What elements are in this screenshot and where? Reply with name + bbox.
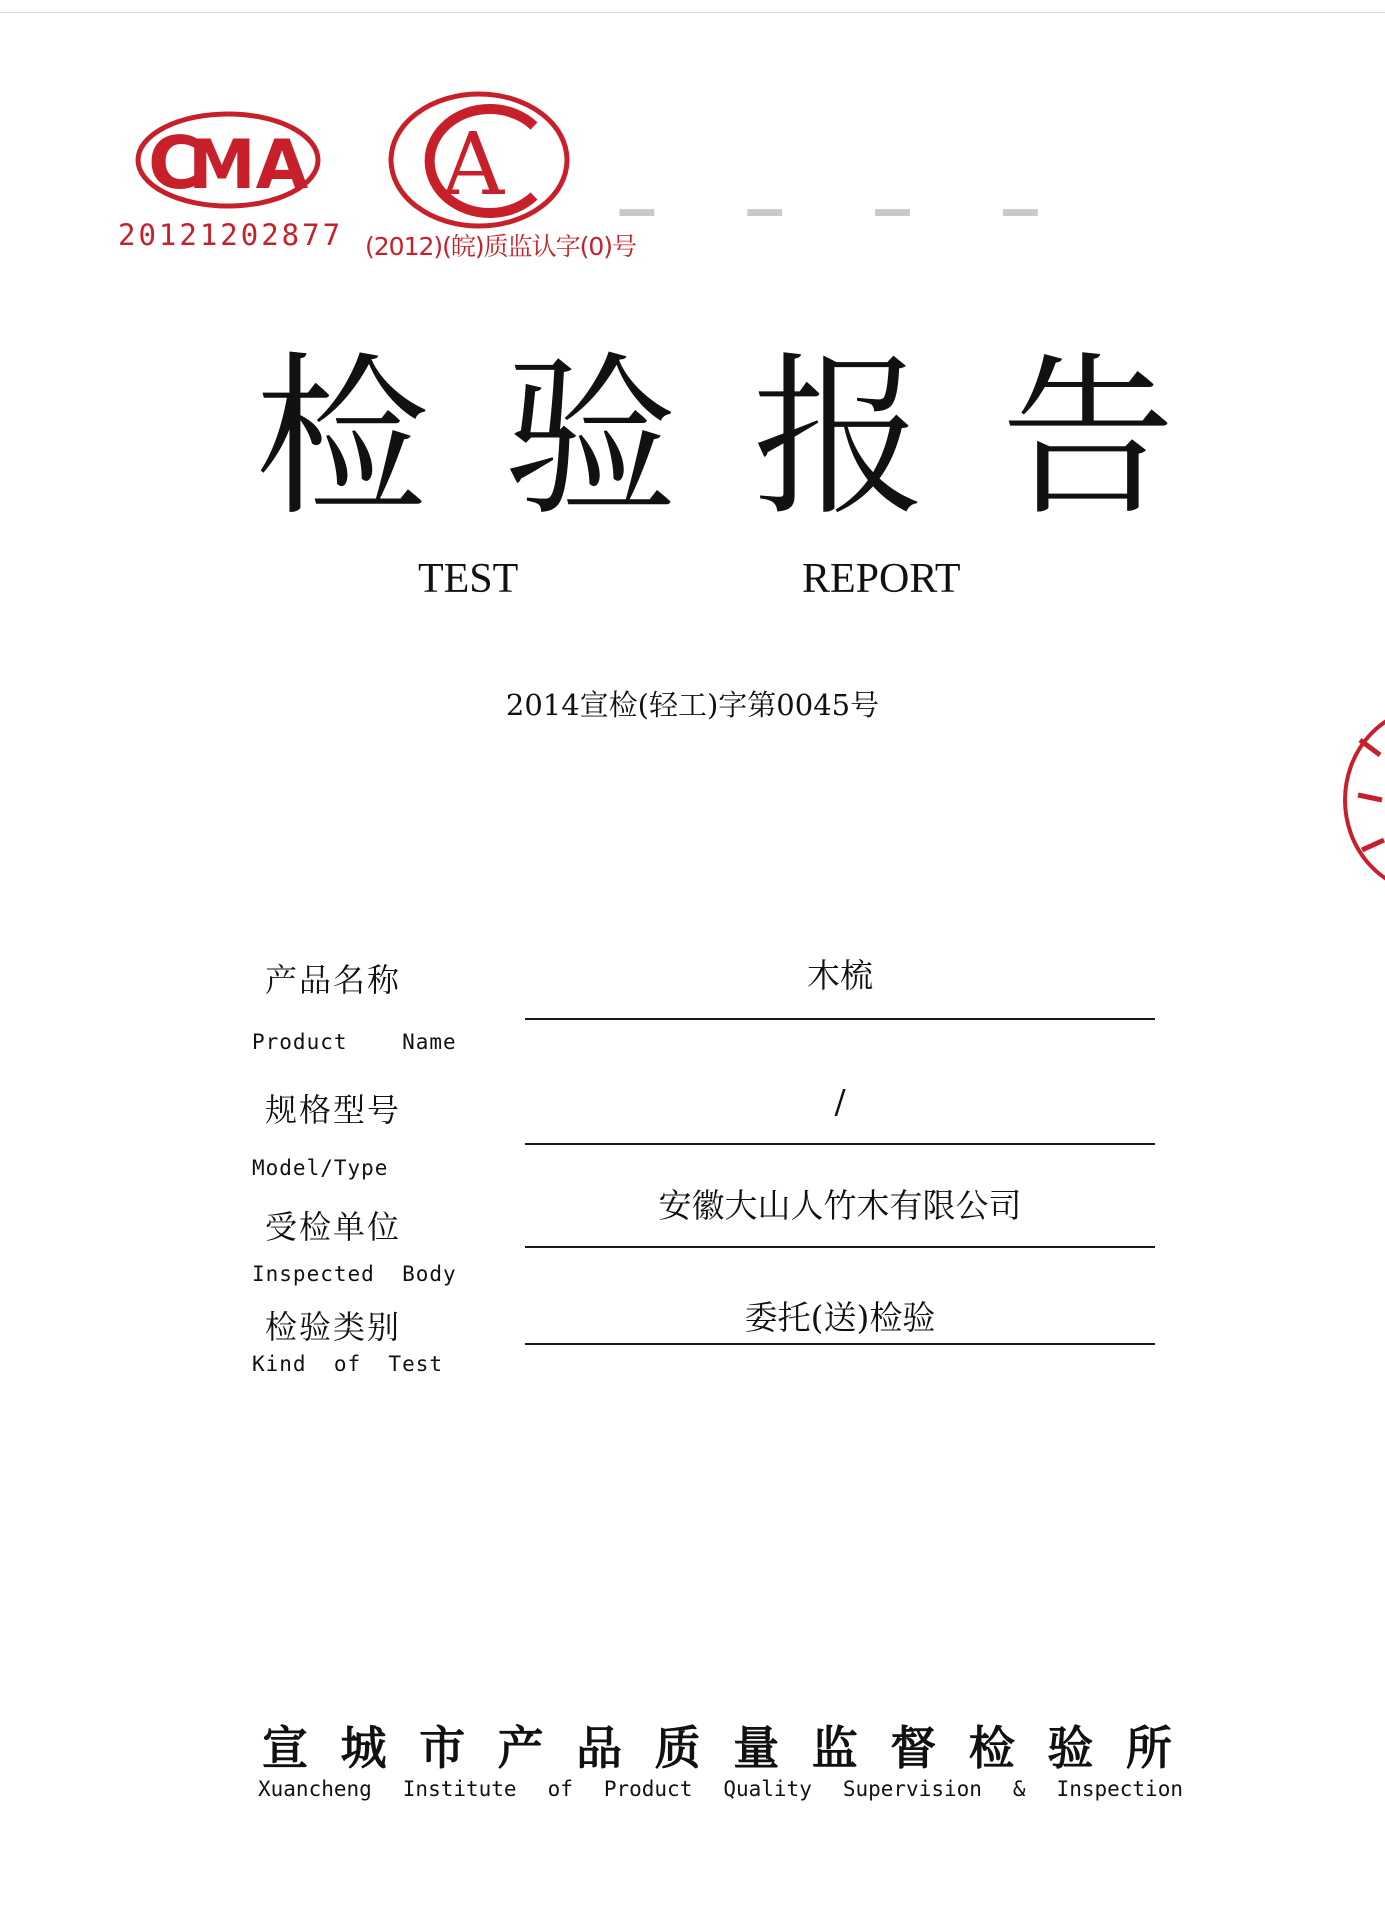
institute-char: 验	[1047, 1721, 1094, 1775]
cma-seal-icon	[128, 108, 328, 212]
svg-text:C: C	[148, 121, 201, 205]
cma-number: 20121202877	[118, 218, 344, 252]
institute-name-cn	[262, 1712, 1172, 1778]
institute-char: 宣	[262, 1721, 308, 1775]
field-value: /	[834, 1082, 846, 1121]
bleed-through-lines: ▁ ▁ ▁ ▁	[620, 165, 1078, 216]
field-label-en: Product Name	[252, 1030, 457, 1054]
field-label-cn: 规格型号	[265, 1091, 402, 1129]
field-value: 委托(送)检验	[744, 1298, 936, 1337]
field-label-en: Model/Type	[252, 1156, 389, 1180]
cma-letters: MA	[188, 126, 309, 205]
institute-word: Supervision	[842, 1777, 982, 1801]
institute-word: Product	[603, 1777, 693, 1801]
institute-char: 质	[654, 1721, 701, 1775]
title-char: 报	[752, 337, 927, 540]
institute-word: Xuancheng	[258, 1777, 372, 1801]
institute-char: 检	[968, 1721, 1015, 1775]
institute-char: 产	[497, 1721, 544, 1775]
institute-char: 监	[811, 1721, 858, 1775]
field-label-en: Kind of Test	[252, 1352, 444, 1376]
cal-letter: A	[442, 115, 505, 215]
field-value: 木梳	[807, 956, 873, 995]
cal-seal-icon	[384, 86, 574, 234]
institute-char: 量	[733, 1721, 780, 1775]
institute-word: of	[547, 1777, 573, 1801]
field-label-cn: 检验类别	[265, 1308, 402, 1346]
field-underline	[525, 1143, 1155, 1145]
page-top-edge	[0, 12, 1385, 13]
institute-word: &	[1012, 1777, 1026, 1801]
title-char: 验	[503, 337, 678, 540]
report-number: 2014宣检(轻工)字第0045号	[505, 688, 880, 722]
title-chinese	[255, 337, 1175, 540]
title-english-report: REPORT	[802, 556, 961, 602]
field-value: 安徽大山人竹木有限公司	[658, 1186, 1022, 1225]
field-label-en: Inspected Body	[252, 1262, 457, 1286]
field-underline	[525, 1343, 1155, 1345]
field-label-cn: 受检单位	[265, 1208, 402, 1246]
institute-word: Inspection	[1056, 1777, 1183, 1801]
side-seal-icon	[1340, 700, 1385, 900]
title-char: 告	[1000, 337, 1175, 540]
title-english-test: TEST	[418, 556, 519, 602]
field-underline	[525, 1246, 1155, 1248]
institute-char: 城	[340, 1721, 387, 1775]
field-label-cn: 产品名称	[265, 961, 402, 999]
cal-number: (2012)(皖)质监认字(0)号	[365, 232, 637, 261]
institute-char: 督	[890, 1721, 937, 1775]
institute-word: Institute	[402, 1777, 517, 1801]
institute-word: Quality	[723, 1777, 812, 1801]
field-underline	[525, 1018, 1155, 1020]
title-char: 检	[255, 337, 430, 540]
institute-name-en	[258, 1777, 1183, 1801]
institute-char: 所	[1125, 1721, 1172, 1775]
institute-char: 品	[576, 1721, 623, 1775]
institute-char: 市	[419, 1721, 466, 1775]
